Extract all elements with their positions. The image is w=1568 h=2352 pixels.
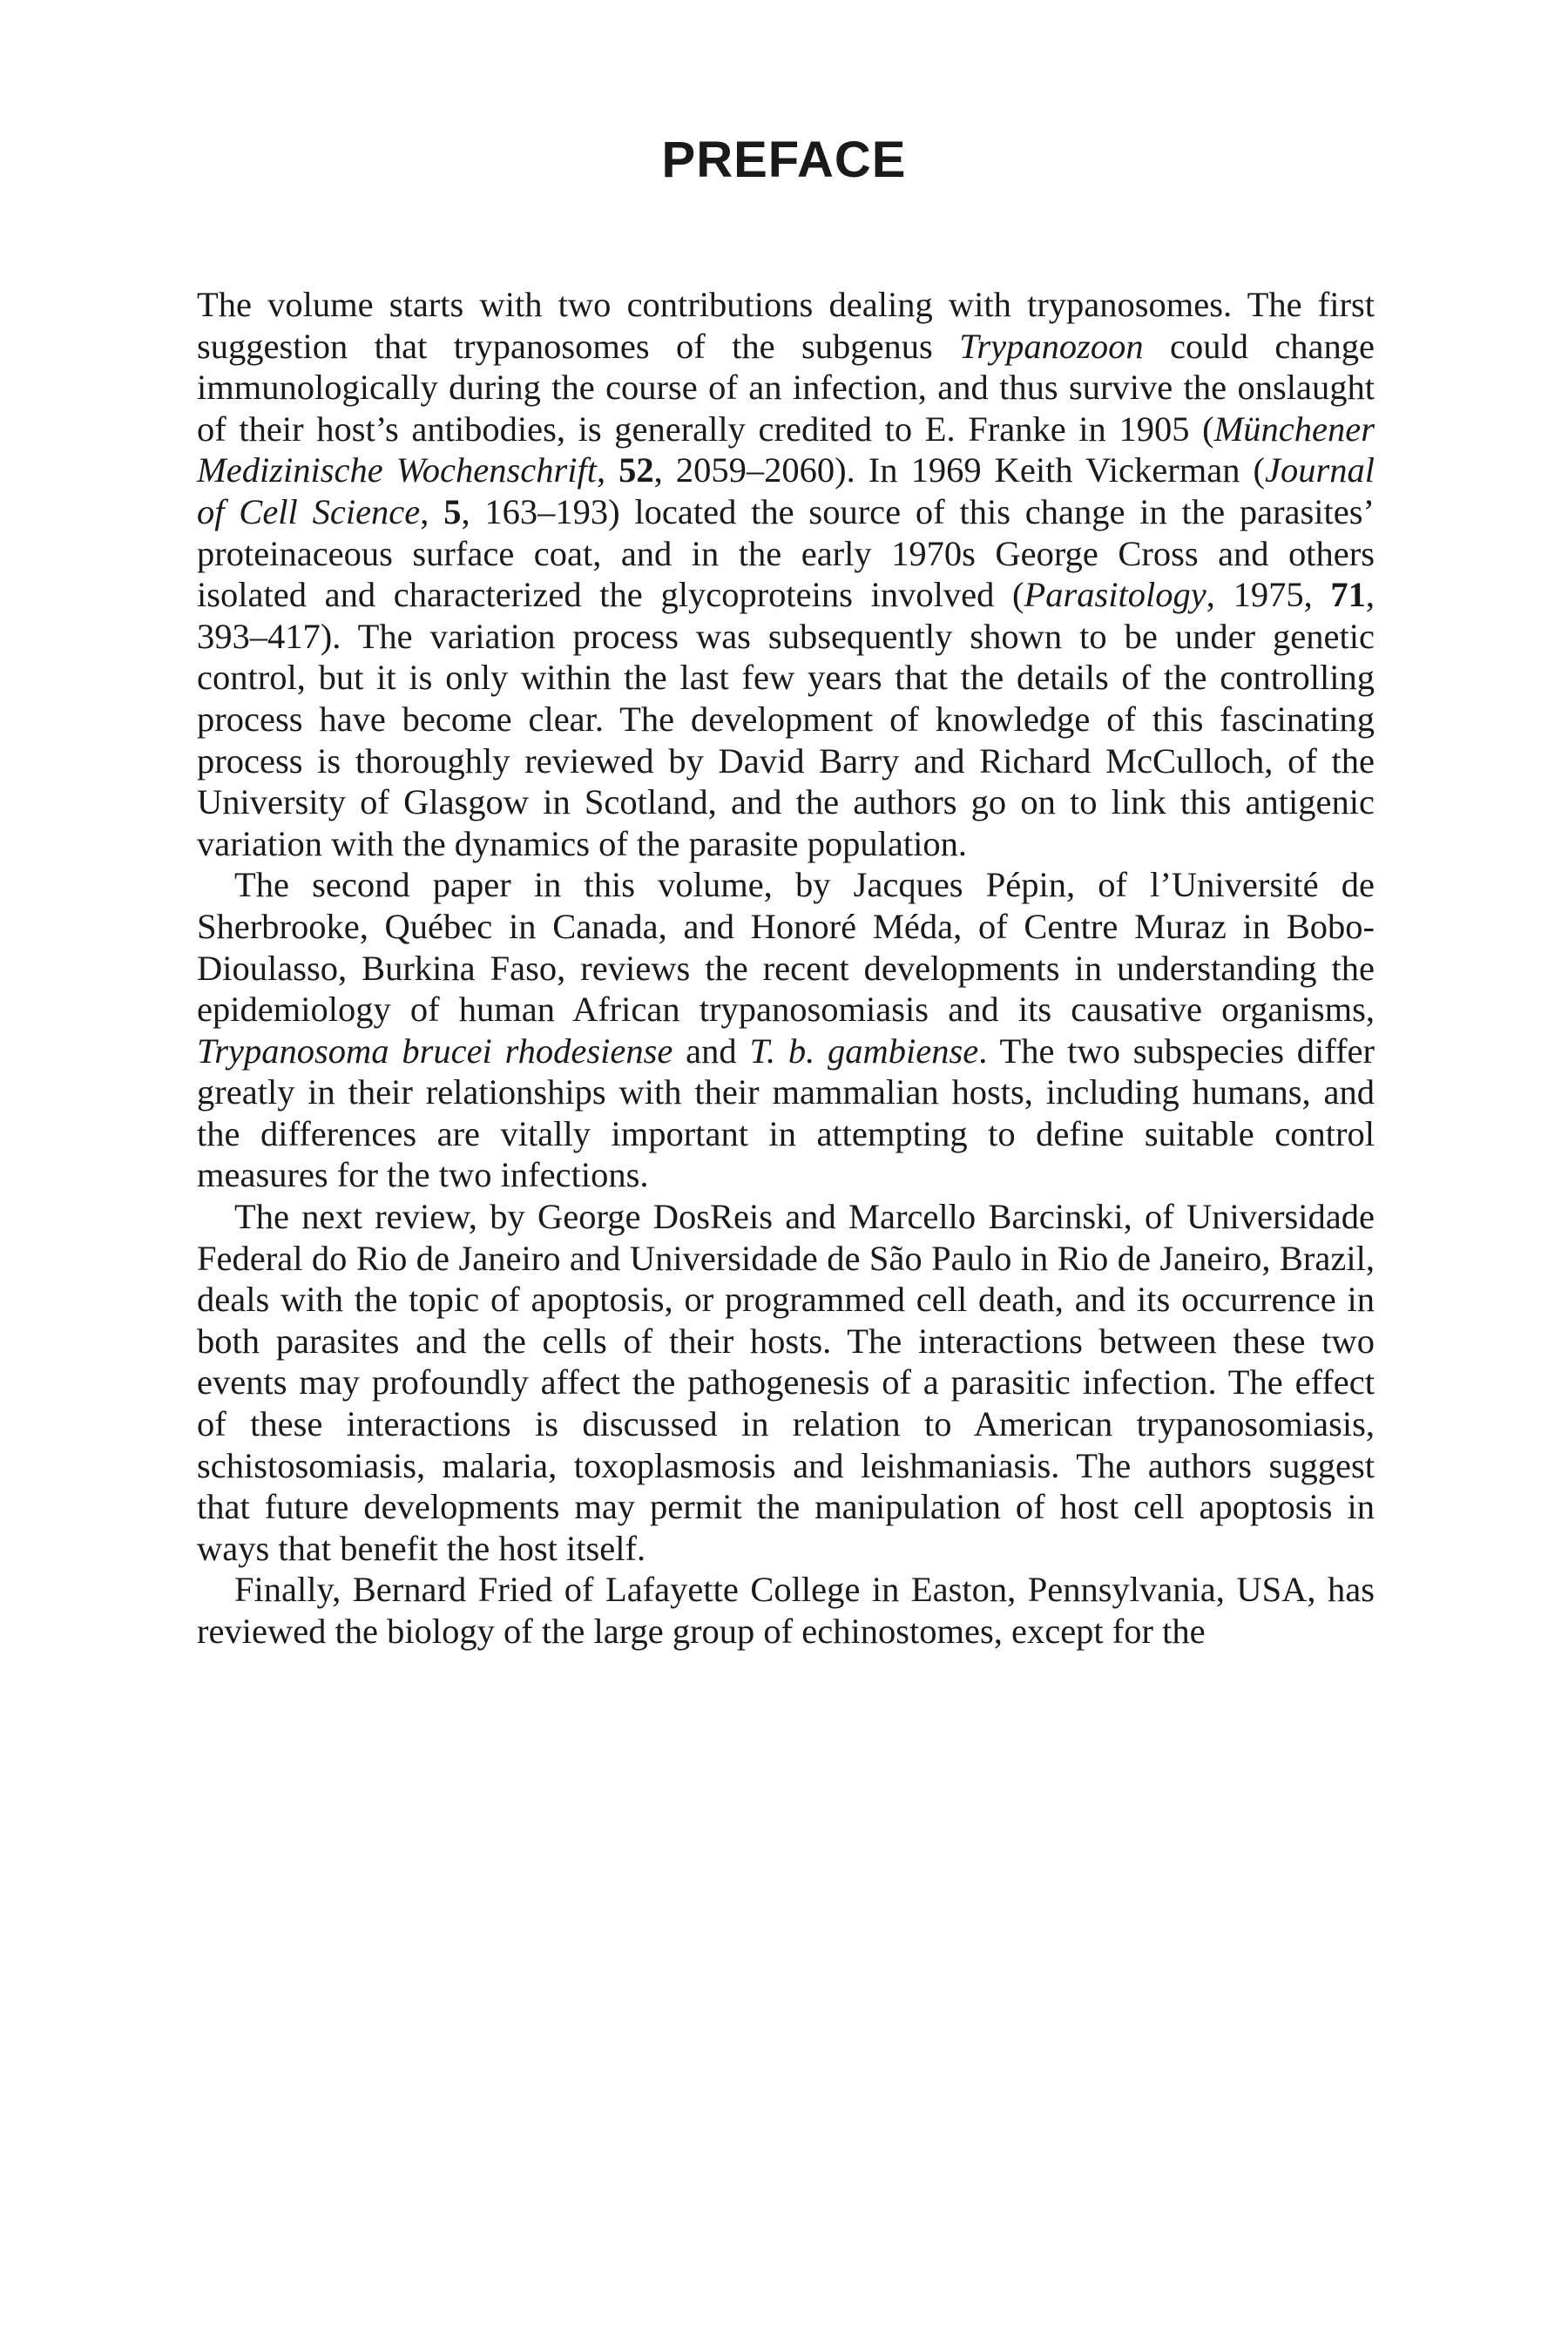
text-span: and <box>672 1031 750 1071</box>
italic-span: T. b. gambiense <box>749 1031 979 1071</box>
text-span: The volume starts with two contributions dealing with trypanosomes. The first suggestion that trypanosomes of the subgenus <box>197 285 1375 366</box>
text-span: , 1975, <box>1206 575 1331 615</box>
text-span: . The two subspecies differ greatly in their relationships with their mammalian hosts, including humans, and the differences are vitally important in attempting to define suitable control measures for the two infections. <box>197 1031 1375 1195</box>
italic-span: Münchener Medizinische Wochenschrift <box>197 409 1375 490</box>
text-span: , 163–193) located the source of this change in the parasites’ proteinaceous surface coat, and in the early 1970s George Cross and others isolated and characterized the glycoproteins involved ( <box>197 491 1375 615</box>
paragraph-4 <box>197 1569 1375 1652</box>
paragraph-2 <box>197 864 1375 1196</box>
bold-span: 5 <box>443 491 462 531</box>
text-span: , <box>596 450 619 490</box>
text-span: , <box>420 491 444 531</box>
italic-span: Journal of Cell Science <box>197 450 1375 531</box>
italic-span: Trypanosoma brucei rhodesiense <box>197 1031 673 1071</box>
italic-span: Parasitology <box>1024 575 1206 615</box>
bold-span: 52 <box>618 450 654 490</box>
text-span: The second paper in this volume, by Jacques Pépin, of l’Université de Sherbrooke, Québec in Canada, and Honoré Méda, of Centre Muraz in Bobo-Dioulasso, Burkina Faso, reviews the recent developments in understanding the epidemiology of human African trypanosomiasis and its causative organisms, <box>197 865 1375 1030</box>
preface-body <box>197 284 1375 1652</box>
text-span: Finally, Bernard Fried of Lafayette College in Easton, Pennsylvania, USA, has reviewed the biology of the large group of echinostomes, except for the <box>197 1570 1375 1651</box>
text-span: , 393–417). The variation process was subsequently shown to be under genetic control, but it is only within the last few years that the details of the controlling process have become clear. The development of knowledge of this fascinating process is thoroughly reviewed by David Barry and Richard McCulloch, of the University of Glasgow in Scotland, and the authors go on to link this antigenic variation with the dynamics of the parasite population. <box>197 575 1375 863</box>
bold-span: 71 <box>1330 575 1366 615</box>
paragraph-1 <box>197 284 1375 864</box>
italic-span: Trypanozoon <box>959 326 1144 366</box>
text-span: The next review, by George DosReis and Marcello Barcinski, of Universidade Federal do Rio de Janeiro and Universidade de São Paulo in Rio de Janeiro, Brazil, deals with the topic of apoptosis, or programmed cell death, and its occurrence in both parasites and the cells of their hosts. The interactions between these two events may profoundly affect the pathogenesis of a parasitic infection. The effect of these interactions is discussed in relation to American trypanosomiasis, schistosomiasis, malaria, toxoplasmosis and leishmaniasis. The authors suggest that future developments may permit the manipulation of host cell apoptosis in ways that benefit the host itself. <box>197 1197 1375 1568</box>
text-span: , 2059–2060). In 1969 Keith Vickerman ( <box>653 450 1265 490</box>
text-span: could change immunologically during the course of an infection, and thus survive the onslaught of their host’s antibodies, is generally credited to E. Franke in 1905 ( <box>197 326 1375 449</box>
paragraph-3 <box>197 1196 1375 1569</box>
page-title: PREFACE <box>661 132 907 188</box>
